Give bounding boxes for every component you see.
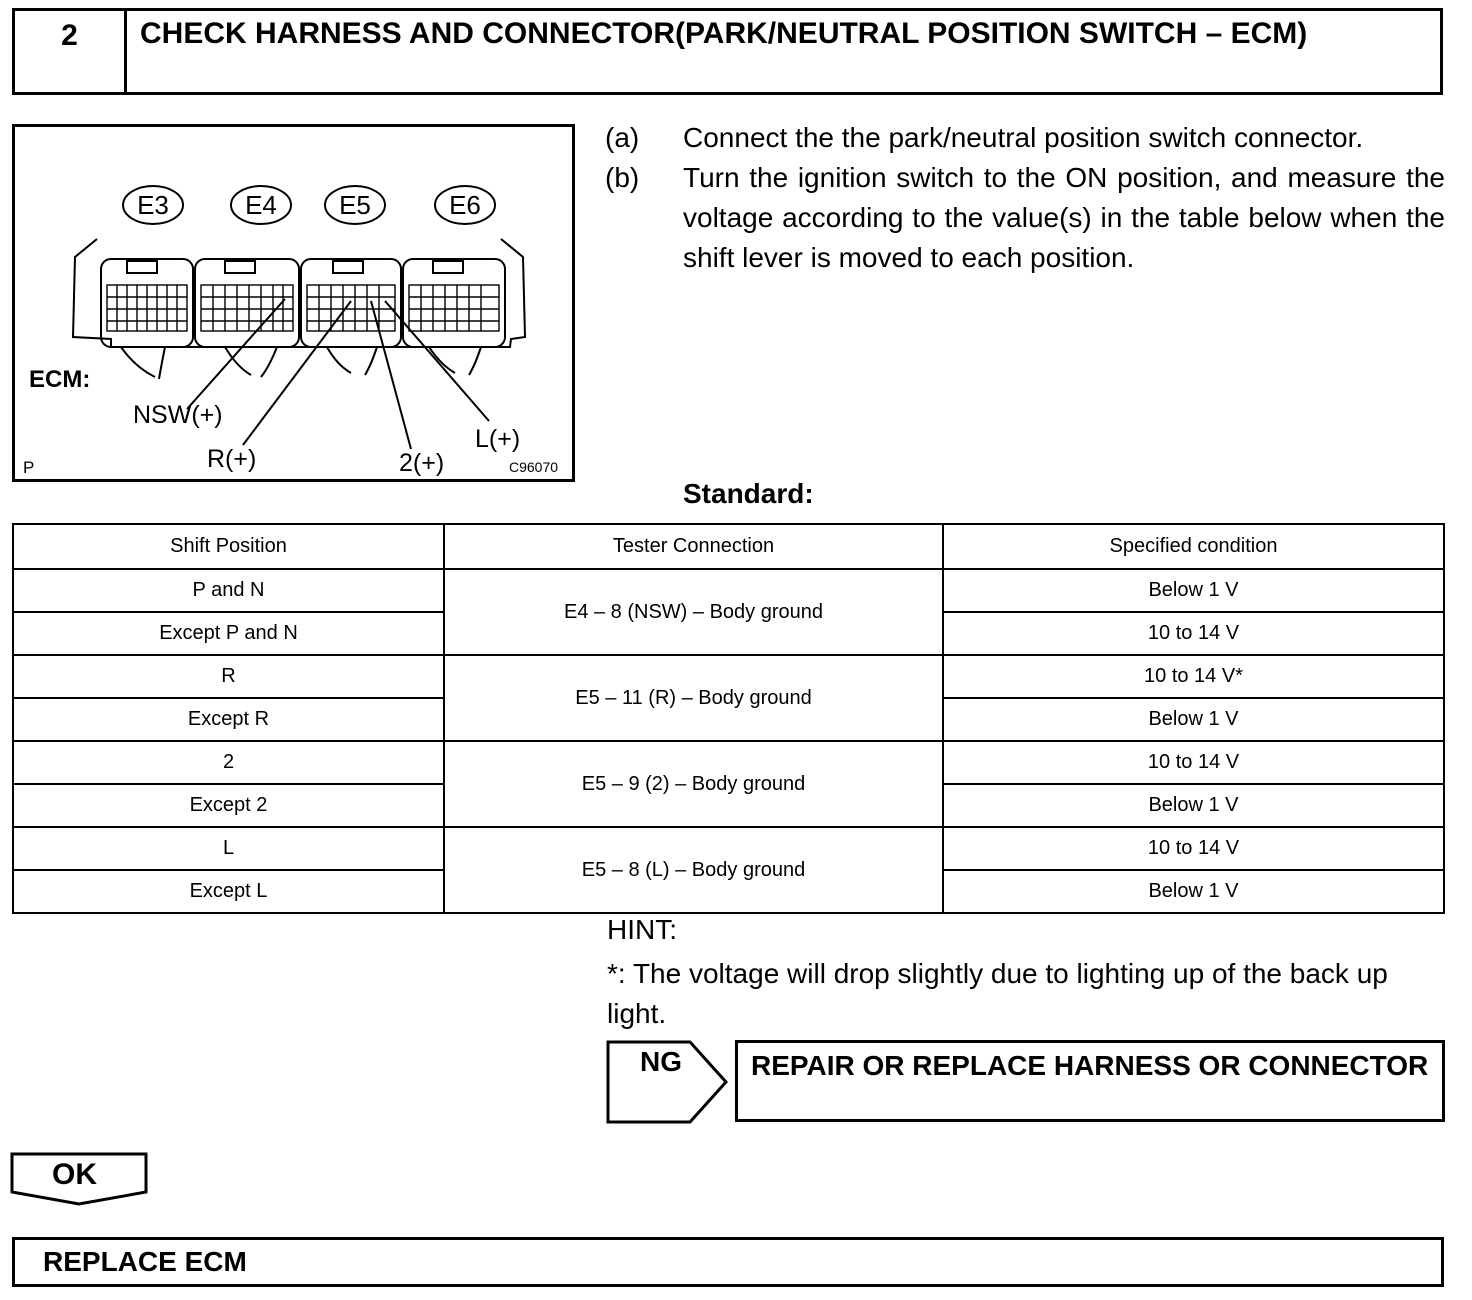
instruction-b bbox=[605, 158, 1447, 278]
step-number: 2 bbox=[15, 11, 127, 92]
final-action-text: REPLACE ECM bbox=[43, 1246, 247, 1277]
table-row bbox=[13, 827, 1444, 870]
table-row bbox=[13, 741, 1444, 784]
hint-label: HINT: bbox=[607, 914, 677, 945]
connector-label-e4: E4 bbox=[245, 190, 277, 220]
specified-condition-cell: 10 to 14 V bbox=[943, 612, 1444, 655]
pin-label-l: L(+) bbox=[475, 425, 521, 453]
tester-connection-cell: E4 – 8 (NSW) – Body ground bbox=[444, 569, 943, 655]
specified-condition-cell: 10 to 14 V bbox=[943, 827, 1444, 870]
standard-label: Standard: bbox=[683, 478, 814, 509]
shift-position-cell: P and N bbox=[13, 569, 444, 612]
tester-connection-cell: E5 – 8 (L) – Body ground bbox=[444, 827, 943, 913]
step-title: CHECK HARNESS AND CONNECTOR(PARK/NEUTRAL POSITION SWITCH – ECM) bbox=[140, 17, 1308, 50]
specified-condition-cell: Below 1 V bbox=[943, 569, 1444, 612]
step-header bbox=[12, 8, 1443, 95]
shift-position-cell: Except 2 bbox=[13, 784, 444, 827]
header-shift-position: Shift Position bbox=[13, 524, 444, 569]
pin-label-r: R(+) bbox=[207, 445, 257, 473]
pin-label-2: 2(+) bbox=[399, 449, 445, 477]
instruction-a bbox=[605, 118, 1447, 158]
harness-e4 bbox=[225, 347, 277, 377]
tester-connection-cell: E5 – 9 (2) – Body ground bbox=[444, 741, 943, 827]
leader-r bbox=[243, 301, 351, 445]
shift-position-cell: 2 bbox=[13, 741, 444, 784]
table-header-row bbox=[13, 524, 1444, 569]
specified-condition-cell: 10 to 14 V* bbox=[943, 655, 1444, 698]
connector-label-e3: E3 bbox=[137, 190, 169, 220]
shift-position-cell: Except P and N bbox=[13, 612, 444, 655]
harness-e5 bbox=[327, 347, 377, 375]
shift-position-cell: Except L bbox=[13, 870, 444, 913]
header-tester-connection: Tester Connection bbox=[444, 524, 943, 569]
specified-condition-cell: Below 1 V bbox=[943, 784, 1444, 827]
specification-table bbox=[12, 523, 1445, 914]
connector-label-e6: E6 bbox=[449, 190, 481, 220]
shift-position-cell: L bbox=[13, 827, 444, 870]
instruction-a-label: (a) bbox=[605, 122, 640, 153]
ecm-label: ECM: bbox=[29, 366, 91, 393]
table-row bbox=[13, 569, 1444, 612]
connector-label-e5: E5 bbox=[339, 190, 371, 220]
specified-condition-cell: Below 1 V bbox=[943, 698, 1444, 741]
instruction-a-text: Connect the the park/neutral position switch connector. bbox=[683, 122, 1364, 153]
connector-illustration bbox=[15, 127, 572, 479]
harness-e3 bbox=[121, 347, 165, 379]
final-action-box bbox=[12, 1237, 1444, 1287]
hint-text: *: The voltage will drop slightly due to lighting up of the back up light. bbox=[607, 958, 1388, 1029]
pin-label-nsw: NSW(+) bbox=[133, 401, 223, 429]
ng-label: NG bbox=[640, 1046, 682, 1077]
instruction-b-label: (b) bbox=[605, 162, 640, 193]
tester-connection-cell: E5 – 11 (R) – Body ground bbox=[444, 655, 943, 741]
leader-l bbox=[385, 301, 489, 421]
specified-condition-cell: 10 to 14 V bbox=[943, 741, 1444, 784]
instruction-b-text: Turn the ignition switch to the ON position, and measure the voltage according to the value(s) in the table below when the shift lever is moved to each position. bbox=[683, 162, 1445, 273]
figure-code: C96070 bbox=[509, 459, 559, 475]
specified-condition-cell: Below 1 V bbox=[943, 870, 1444, 913]
ng-action-box bbox=[735, 1040, 1445, 1122]
ng-action-text: REPAIR OR REPLACE HARNESS OR CONNECTOR bbox=[751, 1050, 1429, 1081]
header-specified-condition: Specified condition bbox=[943, 524, 1444, 569]
corner-letter: P bbox=[23, 458, 35, 477]
shift-position-cell: Except R bbox=[13, 698, 444, 741]
ecm-connector-diagram bbox=[12, 124, 575, 482]
shift-position-cell: R bbox=[13, 655, 444, 698]
ok-label: OK bbox=[52, 1158, 97, 1191]
table-row bbox=[13, 655, 1444, 698]
